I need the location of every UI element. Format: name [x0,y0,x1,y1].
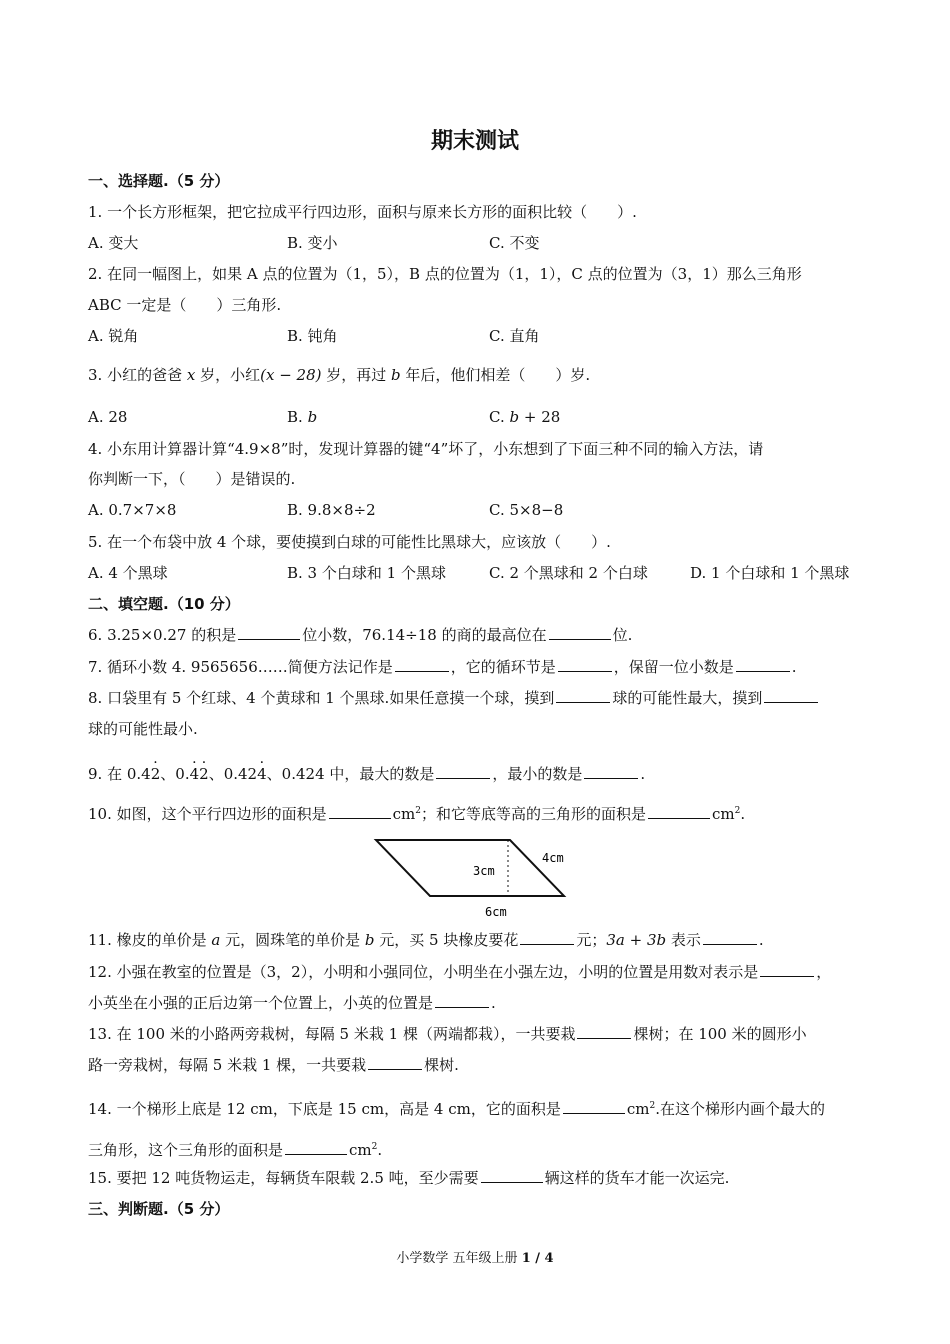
option-a: A. 锐角 [88,327,139,345]
question-10: 10. 如图，这个平行四边形的面积是 $cm^2$；和它等底等高的三角形的面积是 $cm^2$. [88,805,746,823]
footer-text: 小学数学 五年级上册 [396,1251,522,1266]
answer-blank[interactable] [238,625,300,640]
question-12-line-2: 小英坐在小强的正后边第一个位置上，小英的位置是 . [88,994,496,1012]
page-footer [0,1247,950,1266]
parallelogram-figure [370,830,590,926]
question-1: 1. 一个长方形框架，把它拉成平行四边形，面积与原来长方形的面积比较（ ）. [88,203,637,221]
page-title: 期末测试 [430,129,519,154]
option-c: C. 2 个黑球和 2 个白球 [489,564,648,582]
question-14-line-1: 14. 一个梯形上底是 12 cm，下底是 15 cm，高是 4 cm，它的面积是 $cm^2$.在这个梯形内画个最大的 [88,1100,825,1118]
question-13-line-2: 路一旁栽树，每隔 5 米栽 1 棵，一共要栽 棵树. [88,1056,459,1074]
option-a: A. 变大 [88,234,139,252]
answer-blank[interactable] [558,657,612,672]
question-4-line-1: 4. 小东用计算器计算“4.9×8”时，发现计算器的键“4”坏了，小东想到了下面三种不同的输入方法，请 [88,440,764,458]
option-b: B. 钝角 [287,327,338,345]
side-label: 4cm [542,851,564,865]
option-c: C. 不变 [489,234,540,252]
question-12-line-1: 12. 小强在教室的位置是（3，2），小明和小强同位，小明坐在小强左边，小明的位置是用数对表示是 ， [88,963,832,981]
question-6: 6. 3.25×0.27 的积是 位小数，76.14÷18 的商的最高位在 位. [88,626,633,644]
option-b: B. b [287,408,318,426]
question-7: 7. 循环小数 4. 9565656……简便方法记作是 ，它的循环节是 ，保留一位小数是 . [88,658,797,676]
answer-blank[interactable] [556,688,610,703]
answer-blank[interactable] [764,688,818,703]
section-heading-judge: 三、判断题.（5 分） [88,1200,230,1218]
page-number: 1 / 4 [521,1251,554,1266]
answer-blank[interactable] [736,657,790,672]
section-heading-fill: 二、填空题.（10 分） [88,595,240,613]
question-8-line-1: 8. 口袋里有 5 个红球、4 个黄球和 1 个黑球.如果任意摸一个球，摸到 球的可能性最大，摸到 [88,688,868,708]
answer-blank[interactable] [285,1140,347,1155]
question-11: 11. 橡皮的单价是 a 元，圆珠笔的单价是 b 元，买 5 块橡皮要花 元；3a + 3b 表示 . [88,931,764,949]
answer-blank[interactable] [368,1055,422,1070]
parallelogram-diagram [370,830,590,922]
option-b: B. 变小 [287,234,338,252]
option-c: C. 5×8−8 [489,501,564,519]
answer-blank[interactable] [435,993,489,1008]
option-d: D. 1 个白球和 1 个黑球 [690,564,850,582]
answer-blank[interactable] [549,625,611,640]
option-b: B. 9.8×8÷2 [287,501,376,519]
answer-blank[interactable] [481,1168,543,1183]
question-14-line-2: 三角形，这个三角形的面积是 $cm^2$. [88,1141,383,1159]
answer-blank[interactable] [648,804,710,819]
answer-blank[interactable] [577,1024,631,1039]
question-3: 3. 小红的爸爸 x 岁，小红(x − 28) 岁，再过 b 年后，他们相差（ ）岁. [88,366,591,384]
question-15: 15. 要把 12 吨货物运走，每辆货车限载 2.5 吨，至少需要 辆这样的货车才能一次运完. [88,1169,730,1187]
question-8-line-2: 球的可能性最小. [88,720,198,738]
height-label: 3cm [473,864,495,878]
answer-blank[interactable] [703,930,757,945]
answer-blank[interactable] [760,962,814,977]
question-13-line-1: 13. 在 100 米的小路两旁栽树，每隔 5 米栽 1 棵（两端都栽），一共要栽 棵树；在 100 米的圆形小 [88,1025,807,1043]
question-4-line-2: 你判断一下，（ ）是错误的. [88,470,296,488]
answer-blank[interactable] [329,804,391,819]
option-c: C. 直角 [489,327,540,345]
section-heading-choice: 一、选择题.（5 分） [88,172,230,190]
answer-blank[interactable] [395,657,449,672]
answer-blank[interactable] [563,1099,625,1114]
option-a: A. 4 个黑球 [88,564,168,582]
question-2-line-2: ABC 一定是（ ）三角形. [88,296,282,314]
answer-blank[interactable] [520,930,574,945]
parallelogram-shape [376,840,564,896]
option-c: C. b + 28 [489,408,561,426]
answer-blank[interactable] [436,764,490,779]
answer-blank[interactable] [584,764,638,779]
question-9: 9. 在 0.4· 2、0.· 4· 2、0.42· 4、0.424 中，最大的数是 ，最小的数是 . [88,764,868,784]
option-a: A. 0.7×7×8 [88,501,177,519]
question-5: 5. 在一个布袋中放 4 个球，要使摸到白球的可能性比黑球大，应该放（ ）. [88,533,611,551]
base-label: 6cm [485,905,507,919]
option-a: A. 28 [88,408,128,426]
question-2-line-1: 2. 在同一幅图上，如果 A 点的位置为（1，5），B 点的位置为（1，1），C 点的位置为（3，1）那么三角形 [88,265,802,283]
option-b: B. 3 个白球和 1 个黑球 [287,564,446,582]
